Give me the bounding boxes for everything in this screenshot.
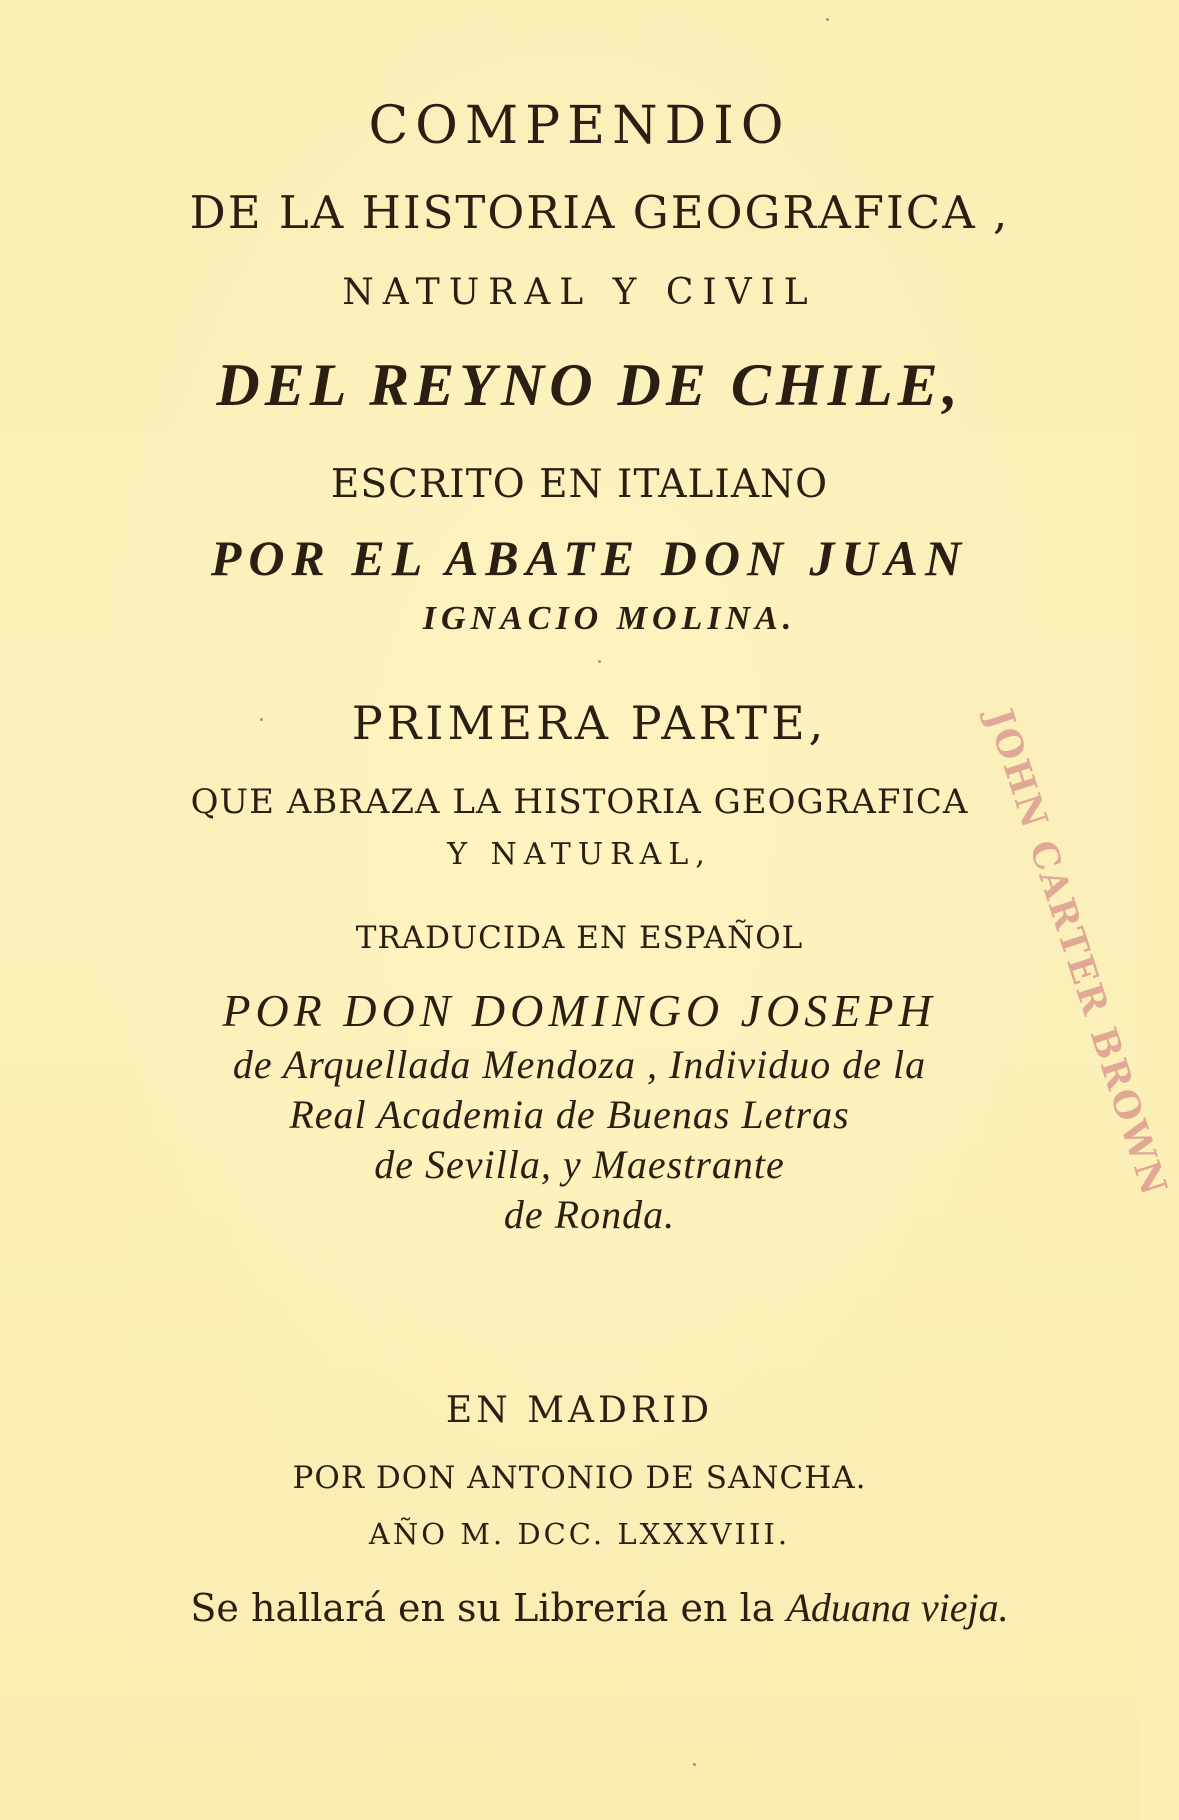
- book-title: COMPENDIO: [368, 96, 791, 156]
- paper-speck: [598, 660, 601, 663]
- translator-line-1: POR DON DOMINGO JOSEPH: [222, 985, 937, 1036]
- author-line-1: POR EL ABATE DON JUAN: [210, 530, 969, 586]
- paper-speck: [826, 18, 829, 21]
- subtitle-line-1: DE LA HISTORIA GEOGRAFICA ,: [189, 186, 1010, 239]
- imprint-year: AÑO M. DCC. LXXXVIII.: [368, 1517, 791, 1551]
- translator-line-5: de Ronda.: [503, 1192, 676, 1237]
- paper-speck: [693, 1763, 696, 1766]
- part-heading: PRIMERA PARTE,: [351, 696, 828, 750]
- translator-line-2: de Arquellada Mendoza , Individuo de la: [232, 1042, 927, 1087]
- library-stamp-text: JOHN CARTER BROWN: [978, 704, 1176, 1202]
- paper-speck: [260, 718, 263, 721]
- sale-notice: [0, 1585, 1169, 1630]
- translator-line-4: de Sevilla, y Maestrante: [374, 1142, 785, 1187]
- part-description-2: Y NATURAL,: [447, 837, 712, 872]
- subtitle-line-3: DEL REYNO DE CHILE,: [216, 352, 963, 418]
- subtitle-line-2: NATURAL Y CIVIL: [342, 272, 817, 313]
- translated-line: TRADUCIDA EN ESPAÑOL: [355, 920, 804, 956]
- sale-notice-place: Aduana vieja.: [786, 1585, 1009, 1630]
- imprint-place: EN MADRID: [445, 1390, 714, 1431]
- sale-notice-prefix: Se hallará en su Librería en la: [190, 1586, 775, 1630]
- author-line-2: IGNACIO MOLINA.: [422, 600, 797, 637]
- written-in-line: ESCRITO EN ITALIANO: [330, 462, 829, 507]
- part-description-1: QUE ABRAZA LA HISTORIA GEOGRAFICA: [190, 782, 969, 822]
- translator-line-3: Real Academia de Buenas Letras: [289, 1092, 850, 1137]
- imprint-printer: POR DON ANTONIO DE SANCHA.: [292, 1460, 867, 1496]
